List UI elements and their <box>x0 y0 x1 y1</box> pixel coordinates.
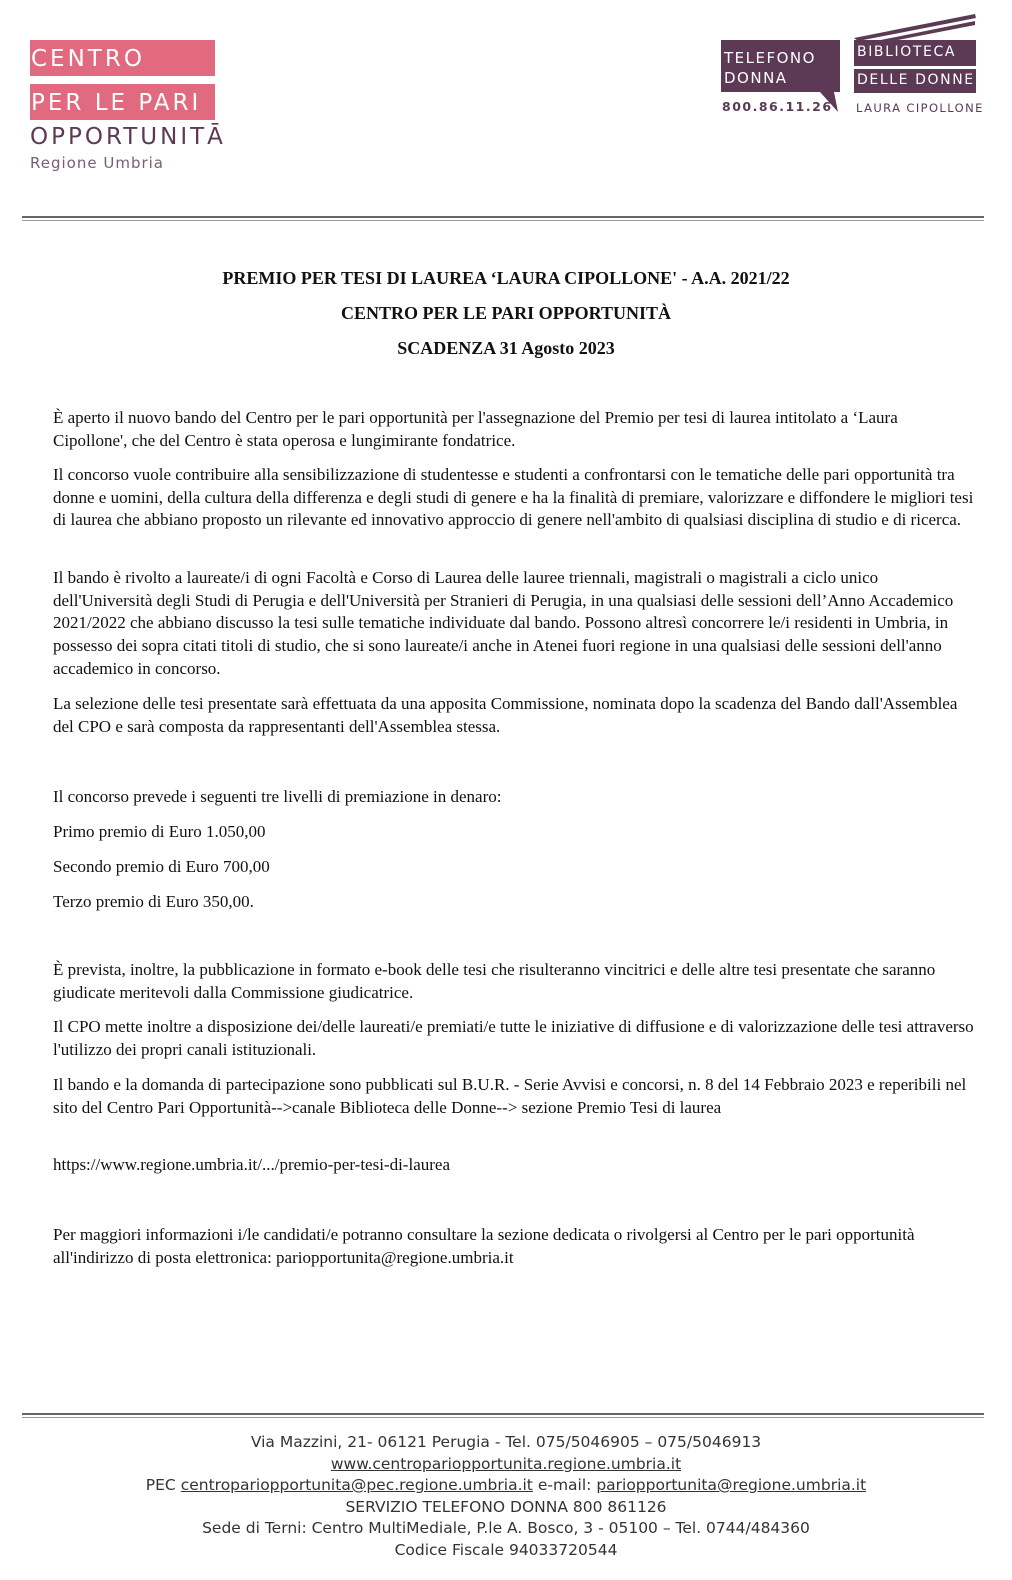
footer-email-label: e-mail: <box>537 1476 592 1495</box>
telefono-donna-logo <box>721 40 841 120</box>
footer-divider <box>22 1413 984 1415</box>
footer-fiscal-code: Codice Fiscale 94033720544 <box>394 1540 618 1559</box>
cpo-logo-region: Regione Umbria <box>30 154 164 172</box>
cpo-logo-line3: OPPORTUNITĀ <box>30 124 226 150</box>
biblioteca-delle-donne-logo <box>854 12 984 122</box>
paragraph-intro: È aperto il nuovo bando del Centro per le pari opportunità per l'assegnazione del Premio per tesi di laurea intitolato a ‘Laura Cipollone', che del Centro è stata operosa e lungimirante fondatrice. <box>53 408 898 450</box>
cpo-logo-line1: CENTRO <box>30 40 215 76</box>
telefono-logo-line2: DONNA <box>724 69 788 87</box>
footer <box>0 1432 1012 1562</box>
biblioteca-logo-line2: DELLE DONNE <box>857 72 975 88</box>
bando-url[interactable]: https://www.regione.umbria.it/.../premio-per-tesi-di-laurea <box>53 1155 450 1174</box>
paragraph-eligibility: Il bando è rivolto a laureate/i di ogni Facoltà e Corso di Laurea delle lauree triennali, magistrali o magistrali a ciclo unico dell'Università degli Studi di Perugia e dell'Università per Stranieri di Perugia, in una qualsiasi delle sessioni dell’Anno Accademico 2021/2022 che abbiano discusso la tesi sulle tematiche individuate dal bando. Possono altresì concorrere le/i residenti in Umbria, in possesso dei sopra citati titoli di studio, che si sono laureate/i anche in Atenei fuori regione in una qualsiasi delle sessioni dell'anno accademico in concorso. <box>53 568 954 678</box>
footer-pec-email-link[interactable]: centropariopportunita@pec.regione.umbria.it <box>180 1476 533 1495</box>
document-deadline: SCADENZA 31 Agosto 2023 <box>397 338 615 358</box>
paragraph-commission: La selezione delle tesi presentate sarà effettuata da una apposita Commissione, nominata dopo la scadenza del Bando dall'Assemblea del CPO e sarà composta da rappresentanti dell'Assemblea stessa. <box>53 694 958 736</box>
paragraph-purpose: Il concorso vuole contribuire alla sensibilizzazione di studentesse e studenti a confrontarsi con le tematiche delle pari opportunità tra donne e uomini, della cultura della differenza e degli studi di genere e ha la finalità di premiare, valorizzare e diffondere le migliori tesi di laurea che abbiano proposto un rilevante ed innovativo approccio di genere nell'ambito di qualsiasi disciplina di studio e di ricerca. <box>53 465 974 530</box>
paragraph-bando-published: Il bando e la domanda di partecipazione sono pubblicati sul B.U.R. - Serie Avvisi e concorsi, n. 8 del 14 Febbraio 2023 e reperibili nel sito del Centro Pari Opportunità-->canale Biblioteca delle Donne--> sezione Premio Tesi di laurea <box>53 1075 967 1117</box>
biblioteca-logo-line3: LAURA CIPOLLONE <box>856 101 984 115</box>
paragraph-publication: È prevista, inoltre, la pubblicazione in formato e-book delle tesi che risulteranno vincitrici e delle altre tesi presentate che saranno giudicate meritevoli dalla Commissione giudicatrice. <box>53 960 936 1002</box>
footer-website-link[interactable]: www.centropariopportunita.regione.umbria.it <box>330 1454 682 1473</box>
footer-address: Via Mazzini, 21- 06121 Perugia - Tel. 075/5046905 – 075/5046913 <box>250 1433 762 1451</box>
footer-telefono-service: SERVIZIO TELEFONO DONNA 800 861126 <box>345 1497 667 1516</box>
footer-pec-label: PEC <box>145 1476 176 1495</box>
prize-third: Terzo premio di Euro 350,00. <box>53 892 254 911</box>
paragraph-promotion: Il CPO mette inoltre a disposizione dei/delle laureati/e premiati/e tutte le iniziative di diffusione e di valorizzazione delle tesi attraverso l'utilizzo dei propri canali istituzionali. <box>53 1017 974 1059</box>
biblioteca-logo-line1: BIBLIOTECA <box>857 44 957 60</box>
paragraph-contact: Per maggiori informazioni i/le candidati/e potranno consultare la sezione dedicata o rivolgersi al Centro per le pari opportunità all'indirizzo di posta elettronica: pariopportunita@regione.umbria.it <box>53 1225 915 1267</box>
telefono-logo-number: 800.86.11.26 <box>722 99 833 114</box>
header-divider <box>22 216 984 218</box>
prize-first: Primo premio di Euro 1.050,00 <box>53 822 266 841</box>
document-subtitle: CENTRO PER LE PARI OPPORTUNITÀ <box>340 303 672 323</box>
document-title: PREMIO PER TESI DI LAUREA ‘LAURA CIPOLLONE' - A.A. 2021/22 <box>222 268 790 288</box>
footer-terni-office: Sede di Terni: Centro MultiMediale, P.le A. Bosco, 3 - 05100 – Tel. 0744/484360 <box>202 1519 810 1538</box>
footer-email-link[interactable]: pariopportunita@regione.umbria.it <box>596 1476 867 1495</box>
prize-second: Secondo premio di Euro 700,00 <box>53 857 270 876</box>
paragraph-prize-intro: Il concorso prevede i seguenti tre livelli di premiazione in denaro: <box>53 787 502 806</box>
cpo-logo-line2: PER LE PARI <box>30 84 215 120</box>
telefono-logo-line1: TELEFONO <box>724 49 816 67</box>
cpo-logo <box>30 40 230 172</box>
